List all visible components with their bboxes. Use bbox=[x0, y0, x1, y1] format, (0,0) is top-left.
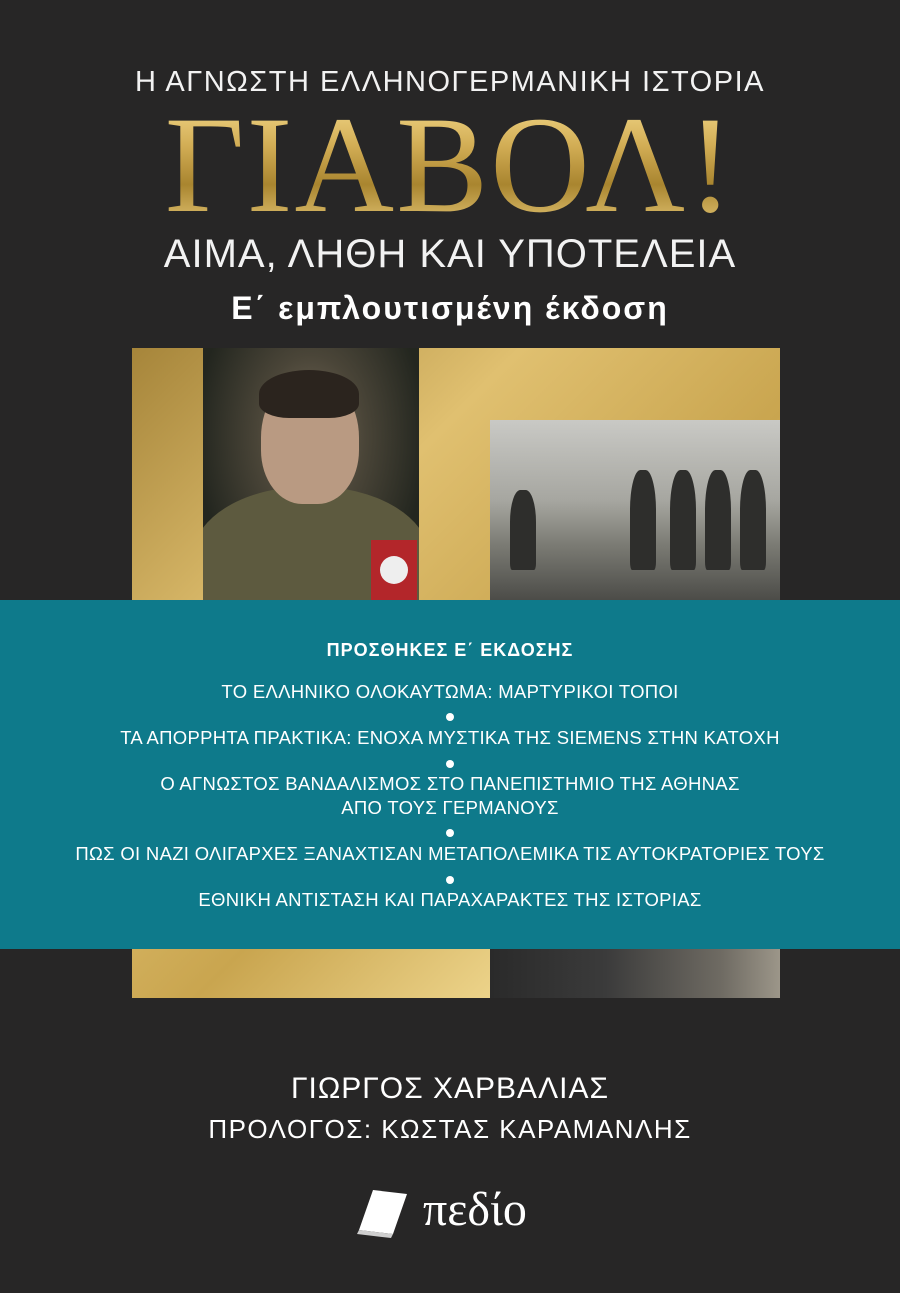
additions-heading: ΠΡΟΣΘΗΚΕΣ Ε΄ ΕΚΔΟΣΗΣ bbox=[326, 640, 574, 660]
author-name: ΓΙΩΡΓΟΣ ΧΑΡΒΑΛΙΑΣ bbox=[290, 1072, 609, 1105]
execution-photo bbox=[490, 420, 780, 600]
book-page-icon bbox=[355, 1184, 411, 1238]
bullet-dot bbox=[446, 713, 454, 721]
publisher-name: πεδίο bbox=[423, 1183, 527, 1236]
additions-item: ΠΩΣ ΟΙ ΝΑΖΙ ΟΛΙΓΑΡΧΕΣ ΞΑΝΑΧΤΙΣΑΝ ΜΕΤΑΠΟΛΕΜΙΚΑ ΤΙΣ ΑΥΤΟΚΡΑΤΟΡΙΕΣ ΤΟΥΣ bbox=[75, 843, 825, 864]
photo-figure bbox=[705, 470, 731, 570]
additions-item-continued: ΑΠΟ ΤΟΥΣ ΓΕΡΜΑΝΟΥΣ bbox=[341, 797, 559, 818]
cover-subtitle: ΑΙΜΑ, ΛΗΘΗ ΚΑΙ ΥΠΟΤΕΛΕΙΑ bbox=[163, 232, 737, 276]
bullet-dot bbox=[446, 829, 454, 837]
portrait-hair bbox=[259, 370, 359, 418]
edition-label: Ε΄ εμπλουτισμένη έκδοση bbox=[231, 290, 669, 326]
photo-figure bbox=[670, 470, 696, 570]
additions-item: Ο ΑΓΝΩΣΤΟΣ ΒΑΝΔΑΛΙΣΜΟΣ ΣΤΟ ΠΑΝΕΠΙΣΤΗΜΙΟ ΤΗΣ ΑΘΗΝΑΣ bbox=[160, 773, 740, 794]
additions-item: ΤΑ ΑΠΟΡΡΗΤΑ ΠΡΑΚΤΙΚΑ: ΕΝΟΧΑ ΜΥΣΤΙΚΑ ΤΗΣ SIEMENS ΣΤΗΝ ΚΑΤΟΧΗ bbox=[120, 727, 780, 748]
publisher-logo bbox=[355, 1180, 565, 1244]
portrait-armband bbox=[371, 540, 417, 600]
photo-figure bbox=[510, 490, 536, 570]
portrait-photo bbox=[203, 348, 419, 600]
bullet-dot bbox=[446, 876, 454, 884]
prologue-credit: ΠΡΟΛΟΓΟΣ: ΚΩΣΤΑΣ ΚΑΡΑΜΑΝΛΗΣ bbox=[208, 1114, 692, 1144]
photo-figure bbox=[630, 470, 656, 570]
bullet-dot bbox=[446, 760, 454, 768]
photo-figure bbox=[740, 470, 766, 570]
additions-item: ΕΘΝΙΚΗ ΑΝΤΙΣΤΑΣΗ ΚΑΙ ΠΑΡΑΧΑΡΑΚΤΕΣ ΤΗΣ ΙΣΤΟΡΙΑΣ bbox=[198, 889, 702, 910]
additions-item: ΤΟ ΕΛΛΗΝΙΚΟ ΟΛΟΚΑΥΤΩΜΑ: ΜΑΡΤΥΡΙΚΟΙ ΤΟΠΟΙ bbox=[221, 681, 679, 702]
cover-title: ΓΙΑΒΟΛ! bbox=[0, 100, 900, 230]
cover-supertitle: Η ΑΓΝΩΣΤΗ ΕΛΛΗΝΟΓΕΡΜΑΝΙΚΗ ΙΣΤΟΡΙΑ bbox=[135, 66, 765, 98]
bottom-photo-strip bbox=[490, 948, 780, 998]
